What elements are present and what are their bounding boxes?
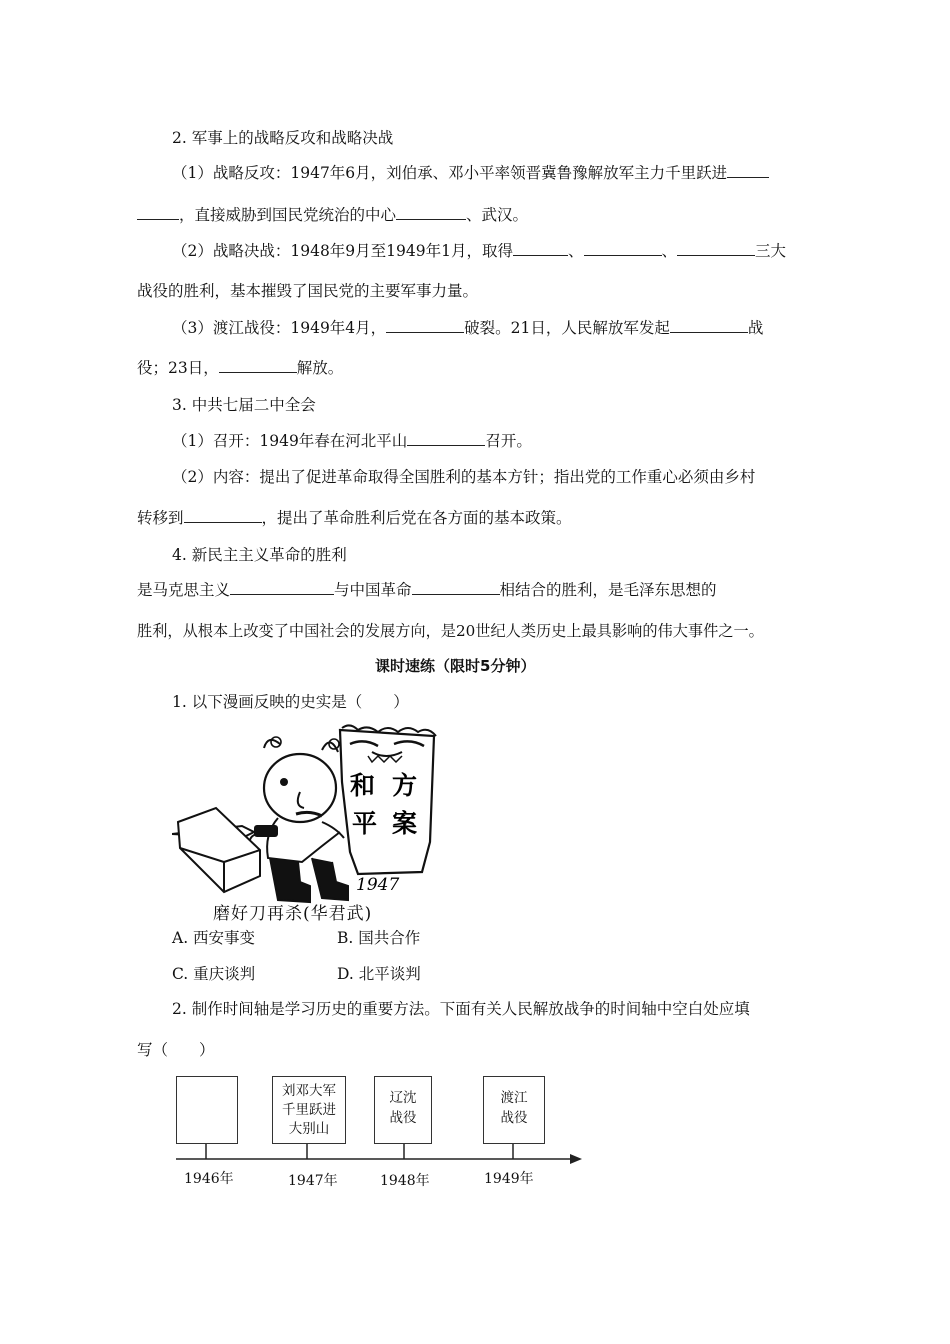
sign-char-4: 案 — [392, 809, 418, 838]
p1-text-b: ，直接威胁到国民党统治的中心 — [179, 206, 397, 224]
timeline-box-1949 — [483, 1076, 545, 1144]
tl-1947-line1: 刘邓大军 — [282, 1083, 336, 1099]
s3-p1-end: 召开。 — [485, 432, 532, 450]
sign-char-1: 和 — [350, 771, 376, 800]
blank-battle-1[interactable] — [513, 241, 568, 256]
practice-heading: 课时速练（限时5分钟） — [375, 657, 536, 675]
sign-char-2: 方 — [392, 771, 418, 800]
q2-stem-line2: 写（ ） — [137, 1041, 215, 1059]
tl-1947-line3: 大别山 — [288, 1121, 330, 1137]
section2-p3-line2 — [137, 358, 343, 378]
p2-text-end: 三大 — [755, 242, 787, 260]
cartoon-image — [172, 722, 447, 922]
p2-sep-2: 、 — [661, 242, 678, 260]
blank-nanjing[interactable] — [396, 205, 466, 220]
timeline-box-1947 — [272, 1076, 346, 1144]
sign-char-3: 平 — [352, 809, 378, 838]
blank-practice[interactable] — [412, 580, 500, 595]
blank-battle-2[interactable] — [584, 241, 662, 256]
tl-1949-line1: 渡江 — [500, 1090, 528, 1106]
cartoon-caption: 磨好刀再杀(华君武) — [213, 904, 373, 924]
blank-city[interactable] — [219, 358, 297, 373]
blank-campaign[interactable] — [670, 318, 748, 333]
timeline-box-blank[interactable] — [176, 1076, 238, 1144]
timeline-year-1947: 1947年 — [288, 1173, 338, 1189]
section4-line1 — [137, 580, 717, 600]
s3-p2-text-a: 转移到 — [137, 509, 184, 527]
section4-line2: 胜利，从根本上改变了中国社会的发展方向，是20世纪人类历史上最具影响的伟大事件之一。 — [137, 622, 764, 640]
section3-p2-line2 — [137, 508, 572, 528]
option-d[interactable]: D. 北平谈判 — [337, 965, 421, 983]
tl-1948-line1: 辽沈 — [389, 1090, 417, 1106]
p2-sep-1: 、 — [567, 242, 584, 260]
p3-text-a: （3）渡江战役：1949年4月， — [172, 319, 387, 337]
timeline-year-1949: 1949年 — [484, 1171, 534, 1187]
section3-p1 — [172, 431, 532, 451]
section2-p1-line1 — [172, 163, 769, 183]
blank-xibaipo[interactable] — [407, 431, 485, 446]
p3-text-end: 战 — [747, 319, 764, 337]
section2-p2-line2: 战役的胜利，基本摧毁了国民党的主要军事力量。 — [137, 282, 479, 300]
section4-title: 4. 新民主主义革命的胜利 — [172, 546, 347, 564]
blank-battle-3[interactable] — [677, 241, 755, 256]
s3-p1-text: （1）召开：1949年春在河北平山 — [172, 432, 408, 450]
tl-1949-line2: 战役 — [500, 1110, 528, 1126]
p1-text-a: （1）战略反攻：1947年6月，刘伯承、邓小平率领晋冀鲁豫解放军主力千里跃进 — [172, 164, 728, 182]
q1-stem: 1. 以下漫画反映的史实是（ ） — [172, 693, 409, 711]
option-b[interactable]: B. 国共合作 — [337, 929, 421, 947]
s4-text-end: 相结合的胜利，是毛泽东思想的 — [499, 581, 717, 599]
p2-text-a: （2）战略决战：1948年9月至1949年1月，取得 — [172, 242, 513, 260]
blank-talks[interactable] — [386, 318, 464, 333]
s4-text-b: 与中国革命 — [334, 581, 412, 599]
tl-1947-line2: 千里跃进 — [282, 1102, 336, 1118]
section2-title: 2. 军事上的战略反攻和战略决战 — [172, 129, 394, 147]
section2-p2-line1 — [172, 241, 786, 261]
blank-dabieshan-b[interactable] — [137, 205, 179, 220]
cartoon-year: 1947 — [356, 875, 400, 895]
p1-text-end: 、武汉。 — [466, 206, 529, 224]
p3-text-d: 解放。 — [296, 359, 344, 377]
p3-text-b: 破裂。21日，人民解放军发起 — [464, 319, 670, 337]
blank-city-focus[interactable] — [184, 508, 262, 523]
timeline-figure — [170, 1072, 590, 1197]
p3-text-c: 役；23日， — [137, 359, 219, 377]
section2-p3-line1 — [172, 318, 763, 338]
option-c[interactable]: C. 重庆谈判 — [172, 965, 256, 983]
timeline-box-1948 — [374, 1076, 432, 1144]
s3-p2-text-end: ，提出了革命胜利后党在各方面的基本政策。 — [261, 509, 572, 527]
timeline-year-1948: 1948年 — [380, 1173, 430, 1189]
section3-p2-line1: （2）内容：提出了促进革命取得全国胜利的基本方针；指出党的工作重心必须由乡村 — [172, 468, 756, 486]
tl-1948-line2: 战役 — [389, 1110, 417, 1126]
s4-text-a: 是马克思主义 — [137, 581, 231, 599]
blank-theory[interactable] — [230, 580, 334, 595]
option-a[interactable]: A. 西安事变 — [172, 929, 256, 947]
section3-title: 3. 中共七届二中全会 — [172, 396, 316, 414]
timeline-year-1946: 1946年 — [184, 1171, 234, 1187]
blank-dabieshan-a[interactable] — [727, 163, 769, 178]
q2-stem-line1: 2. 制作时间轴是学习历史的重要方法。下面有关人民解放战争的时间轴中空白处应填 — [172, 1000, 750, 1018]
section2-p1-line2 — [137, 205, 528, 225]
